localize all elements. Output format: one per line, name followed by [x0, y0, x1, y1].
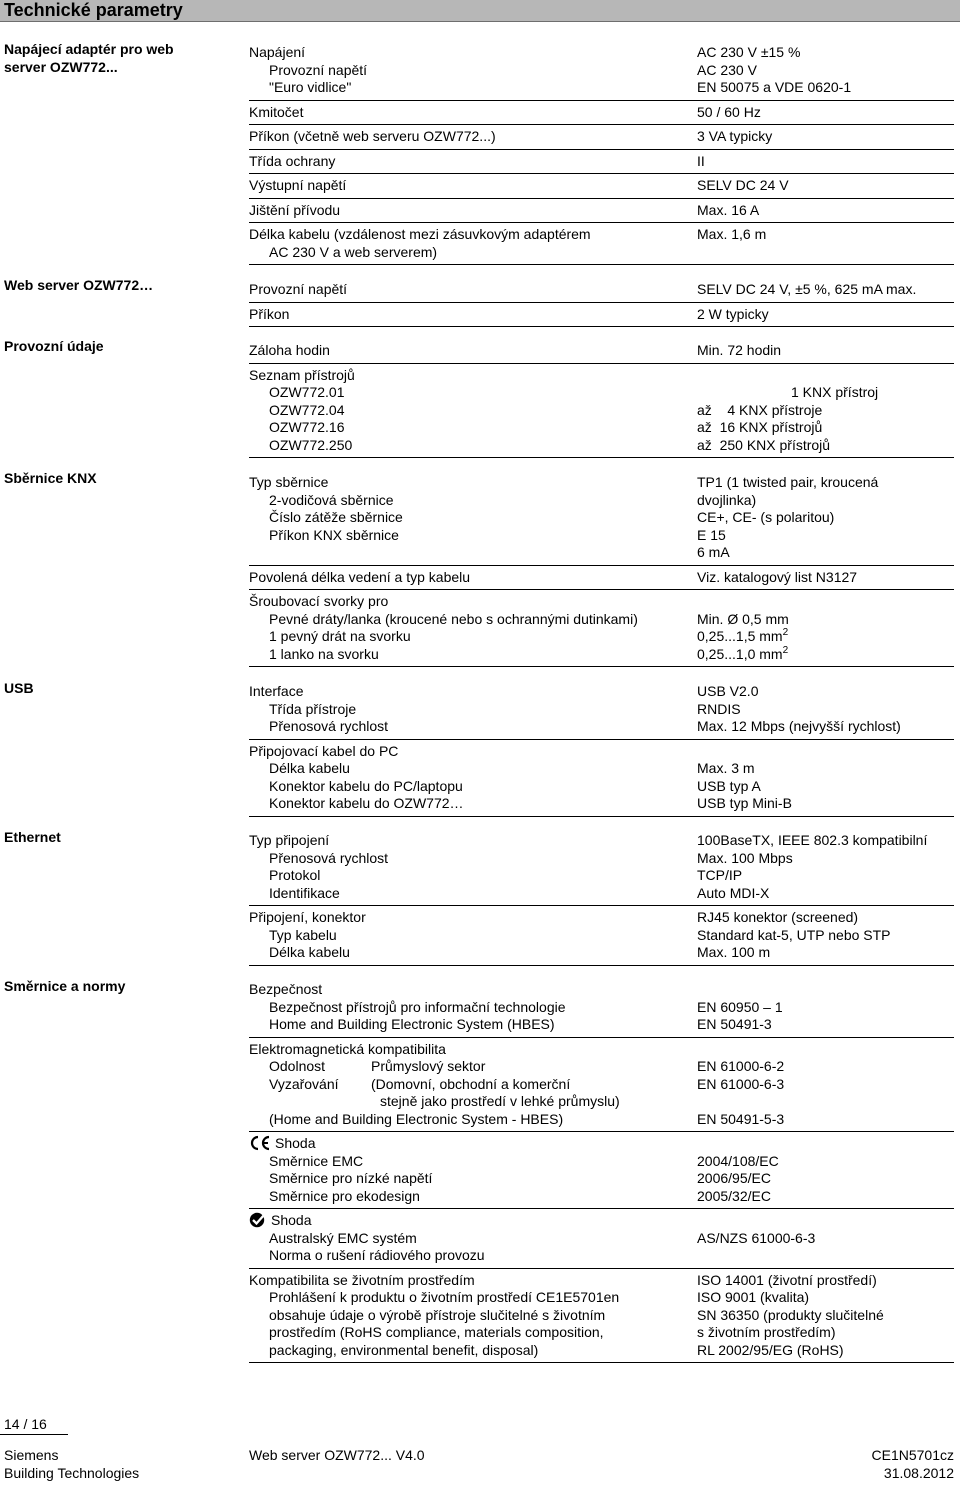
spec-label: Kmitočet — [249, 103, 304, 120]
plus-minus-icon: ± — [760, 44, 769, 60]
spec-label: 2-vodičová sběrnice — [269, 491, 394, 508]
spec-label: Příkon KNX sběrnice — [269, 526, 399, 543]
spec-value: s životním prostředím) — [697, 1324, 836, 1340]
spec-row — [249, 1324, 954, 1342]
page-title: Technické parametry — [4, 0, 183, 20]
section-label-ethernet: Ethernet — [4, 829, 61, 845]
page-number: 14 / 16 — [4, 1416, 47, 1432]
spec-label: Příkon — [249, 305, 290, 322]
spec-row — [249, 1247, 954, 1269]
spec-value: Min. Ø 0,5 mm — [697, 610, 789, 627]
spec-label: Protokol — [269, 867, 321, 883]
spec-row — [249, 104, 954, 126]
spec-label: OZW772.16 — [269, 419, 345, 435]
spec-value: ISO 9001 (kvalita) — [697, 1289, 810, 1305]
spec-label: Šroubovací svorky pro — [249, 593, 389, 609]
spec-value: SN 36350 (produkty slučitelné — [697, 1306, 884, 1323]
spec-value: II — [697, 152, 705, 169]
spec-label: Připojení, konektor — [249, 909, 366, 925]
spec-label: Elektromagnetická kompatibilita — [249, 1040, 446, 1057]
spec-label: Třída ochrany — [249, 152, 336, 169]
spec-value: 2004/108/EC — [697, 1152, 779, 1169]
spec-row — [249, 569, 954, 591]
spec-label: OZW772.04 — [269, 401, 345, 418]
spec-label: Australský EMC systém — [269, 1229, 417, 1246]
spec-value: AC 230 V — [697, 61, 757, 78]
spec-label: "Euro vidlice" — [269, 79, 352, 95]
spec-row — [249, 202, 954, 224]
spec-label: Seznam přístrojů — [249, 366, 355, 383]
spec-value: AS/NZS 61000-6-3 — [697, 1229, 816, 1246]
adapter-block — [249, 44, 954, 268]
spec-value: 6 mA — [697, 544, 730, 560]
spec-value: USB V2.0 — [697, 683, 759, 699]
spec-label: Interface — [249, 683, 304, 699]
spec-label: Délka kabelu — [269, 944, 350, 960]
spec-value: USB typ Mini-B — [697, 795, 792, 811]
footer-division: Building Technologies — [4, 1465, 140, 1481]
spec-label: Pevné dráty/lanka (kroucené nebo s ochrannými dutinkami) — [269, 610, 638, 627]
spec-label: Délka kabelu (vzdálenost mezi zásuvkovým adaptérem — [249, 226, 591, 242]
spec-value: TP1 (1 twisted pair, kroucená — [697, 474, 879, 490]
spec-row — [249, 981, 954, 999]
spec-label: Home and Building Electronic System (HBES) — [269, 1016, 555, 1032]
c-tick-mark-icon — [249, 1212, 267, 1228]
section-label-usb: USB — [4, 680, 34, 696]
spec-label: Třída přístroje — [269, 700, 357, 717]
spec-value: USB typ A — [697, 777, 761, 794]
spec-row — [249, 1016, 954, 1038]
spec-label: Provozní napětí — [249, 281, 348, 297]
spec-row — [249, 44, 954, 62]
spec-value: Max. 1,6 m — [697, 226, 767, 242]
standards-block — [249, 981, 954, 1366]
spec-label: stejně jako prostředí v lehké průmyslu) — [380, 1093, 620, 1109]
spec-row — [249, 509, 954, 527]
spec-row — [249, 1289, 954, 1307]
spec-value: 1 KNX přístroj — [791, 384, 879, 400]
spec-label: 1 lanko na svorku — [269, 645, 379, 662]
footer-doc-code: CE1N5701cz — [871, 1447, 954, 1463]
spec-value: Min. 72 hodin — [697, 342, 782, 358]
spec-value: SELV DC 24 V, ±5 %, 625 mA max. — [697, 281, 917, 297]
spec-value: 50 / 60 Hz — [697, 103, 761, 120]
spec-sub-label: Průmyslový sektor — [371, 1058, 486, 1074]
spec-row — [249, 1188, 954, 1210]
section-label-operating: Provozní údaje — [4, 338, 104, 354]
spec-label: Norma o rušení rádiového provozu — [269, 1247, 485, 1263]
spec-label: Typ připojení — [249, 832, 330, 848]
spec-label: Záloha hodin — [249, 342, 330, 358]
spec-value: až 16 KNX přístrojů — [697, 419, 823, 435]
spec-value: 3 VA typicky — [697, 128, 773, 144]
spec-row — [249, 832, 954, 850]
spec-row — [249, 611, 954, 629]
spec-label: Bezpečnost přístrojů pro informační technologie — [269, 998, 566, 1015]
spec-row — [249, 153, 954, 175]
spec-label: Číslo zátěže sběrnice — [269, 509, 403, 525]
page-header — [0, 0, 960, 22]
section-label-knx: Sběrnice KNX — [4, 470, 97, 486]
spec-row — [249, 646, 954, 668]
spec-value: Viz. katalogový list N3127 — [697, 568, 858, 585]
spec-value: ISO 14001 (životní prostředí) — [697, 1271, 877, 1288]
spec-row — [249, 1307, 954, 1325]
ethernet-block — [249, 832, 954, 969]
spec-row — [249, 999, 954, 1017]
spec-row — [249, 718, 954, 740]
spec-label: obsahuje údaje o výrobě přístroje slučitelné s životním — [269, 1306, 606, 1323]
spec-value: Max. 3 m — [697, 760, 755, 776]
spec-label: 1 pevný drát na svorku — [269, 628, 411, 644]
spec-value: EN 60950 – 1 — [697, 998, 783, 1015]
spec-label: packaging, environmental benefit, disposal) — [269, 1341, 539, 1358]
spec-value: 0,25...1,0 $mm^2$ — [697, 644, 789, 662]
spec-row — [249, 419, 954, 437]
spec-row — [249, 306, 954, 328]
spec-label: Přenosová rychlost — [269, 849, 389, 866]
spec-value: EN 50075 a VDE 0620-1 — [697, 79, 852, 95]
spec-row — [249, 593, 954, 611]
spec-label: Výstupní napětí — [249, 177, 347, 193]
section-label-adapter: Napájecí adaptér pro web server OZW772... — [4, 41, 174, 75]
spec-row — [249, 944, 954, 966]
spec-label: Typ sběrnice — [249, 474, 329, 490]
plus-minus-icon: ± — [795, 281, 803, 297]
spec-row — [249, 760, 954, 778]
spec-row — [249, 1093, 954, 1111]
spec-row — [249, 437, 954, 459]
usb-block — [249, 683, 954, 820]
spec-row — [249, 778, 954, 796]
spec-label: Konektor kabelu do PC/laptopu — [269, 777, 463, 794]
spec-label: Identifikace — [269, 884, 340, 901]
spec-row — [249, 342, 954, 364]
spec-row — [249, 885, 954, 907]
spec-value: RL 2002/95/EG (RoHS) — [697, 1341, 844, 1358]
spec-row — [249, 62, 954, 80]
webserver-block — [249, 281, 954, 330]
spec-row — [249, 1058, 954, 1076]
spec-label: Délka kabelu — [269, 760, 350, 776]
spec-label: Přenosová rychlost — [269, 718, 389, 734]
spec-value: RNDIS — [697, 700, 741, 717]
spec-label: Příkon (včetně web serveru OZW772...) — [249, 128, 496, 144]
spec-row — [249, 867, 954, 885]
spec-label: (Home and Building Electronic System - HBES) — [269, 1110, 564, 1127]
spec-label: OZW772.250 — [269, 436, 353, 453]
spec-row — [249, 474, 954, 492]
spec-row — [249, 743, 954, 761]
spec-row — [249, 1230, 954, 1248]
spec-label: Vyzařování — [269, 1075, 339, 1092]
spec-value: Max. 100 m — [697, 944, 771, 960]
spec-label: Provozní napětí — [269, 61, 368, 78]
spec-value: 0,25...1,5 $mm^2$ — [697, 627, 789, 644]
spec-row — [249, 850, 954, 868]
spec-value: E 15 — [697, 526, 726, 543]
spec-row — [249, 1212, 954, 1230]
spec-label: Shoda — [249, 1212, 954, 1230]
spec-row — [249, 492, 954, 510]
section-label-webserver: Web server OZW772… — [4, 277, 154, 293]
spec-value: Standard kat-5, UTP nebo STP — [697, 926, 891, 943]
spec-value: SELV DC 24 V — [697, 177, 789, 193]
footer-company: Siemens — [4, 1447, 59, 1463]
spec-value: EN 61000-6-2 — [697, 1058, 785, 1074]
spec-row — [249, 701, 954, 719]
spec-value: EN 61000-6-3 — [697, 1075, 785, 1092]
spec-row — [249, 628, 954, 646]
spec-label: OZW772.01 — [269, 384, 345, 400]
spec-row — [249, 1041, 954, 1059]
spec-value: TCP/IP — [697, 867, 743, 883]
spec-value: AC 230 V ±15 % — [697, 44, 801, 60]
footer-date: 31.08.2012 — [883, 1465, 954, 1481]
spec-row — [249, 1135, 954, 1153]
spec-label: Kompatibilita se životním prostředím — [249, 1271, 475, 1288]
spec-sub-label: (Domovní, obchodní a komerční — [371, 1075, 571, 1092]
spec-value: až 250 KNX přístrojů — [697, 436, 831, 453]
spec-row — [249, 281, 954, 303]
spec-label: Shoda — [249, 1135, 954, 1153]
spec-label: Jištění přívodu — [249, 201, 341, 218]
spec-row — [249, 1111, 954, 1133]
spec-value: RJ45 konektor (screened) — [697, 909, 859, 925]
spec-row — [249, 177, 954, 199]
spec-value: CE+, CE- (s polaritou) — [697, 509, 835, 525]
spec-label: Bezpečnost — [249, 981, 323, 997]
spec-row — [249, 402, 954, 420]
footer-divider — [0, 1434, 68, 1435]
spec-label: Odolnost — [269, 1058, 326, 1074]
knx-block — [249, 474, 954, 670]
spec-row — [249, 384, 954, 402]
spec-label: AC 230 V a web serverem) — [269, 243, 438, 260]
spec-label: Směrnice pro nízké napětí — [269, 1170, 433, 1186]
spec-label: Připojovací kabel do PC — [249, 742, 399, 759]
spec-value: EN 50491-5-3 — [697, 1110, 785, 1127]
spec-label: Konektor kabelu do OZW772… — [269, 795, 464, 811]
spec-row — [249, 927, 954, 945]
spec-row — [249, 683, 954, 701]
spec-row — [249, 1272, 954, 1290]
spec-row — [249, 1076, 954, 1094]
spec-label: prostředím (RoHS compliance, materials composition, — [269, 1324, 604, 1340]
spec-value: až 4 KNX přístroje — [697, 401, 823, 418]
operating-block — [249, 342, 954, 461]
spec-value: Auto MDI-X — [697, 884, 770, 901]
spec-row — [249, 527, 954, 545]
spec-label: Napájení — [249, 44, 306, 60]
spec-row — [249, 795, 954, 817]
spec-row — [249, 909, 954, 927]
spec-value: 2006/95/EC — [697, 1170, 771, 1186]
spec-row — [249, 128, 954, 150]
spec-value: EN 50491-3 — [697, 1016, 772, 1032]
spec-row — [249, 1342, 954, 1364]
spec-label: Směrnice EMC — [269, 1152, 364, 1169]
spec-value: 2 W typicky — [697, 305, 769, 322]
spec-value: 100BaseTX, IEEE 802.3 kompatibilní — [697, 832, 928, 848]
spec-value: dvojlinka) — [697, 491, 757, 508]
ce-mark-icon — [249, 1135, 271, 1151]
spec-label: Prohlášení k produktu o životním prostředí CE1E5701en — [269, 1289, 620, 1305]
spec-value: Max. 12 Mbps (nejvyšší rychlost) — [697, 718, 901, 734]
spec-value: Max. 16 A — [697, 201, 760, 218]
spec-row — [249, 367, 954, 385]
spec-value: 2005/32/EC — [697, 1187, 771, 1204]
spec-row — [249, 544, 954, 566]
footer-document: Web server OZW772... V4.0 — [249, 1447, 425, 1463]
spec-row — [249, 1153, 954, 1171]
section-label-standards: Směrnice a normy — [4, 978, 126, 994]
spec-row — [249, 79, 954, 101]
spec-label: Směrnice pro ekodesign — [269, 1187, 420, 1204]
spec-row — [249, 1170, 954, 1188]
spec-row — [249, 226, 954, 265]
spec-value: Max. 100 Mbps — [697, 849, 793, 866]
spec-label: Povolená délka vedení a typ kabelu — [249, 568, 471, 585]
spec-label: Typ kabelu — [269, 926, 337, 943]
